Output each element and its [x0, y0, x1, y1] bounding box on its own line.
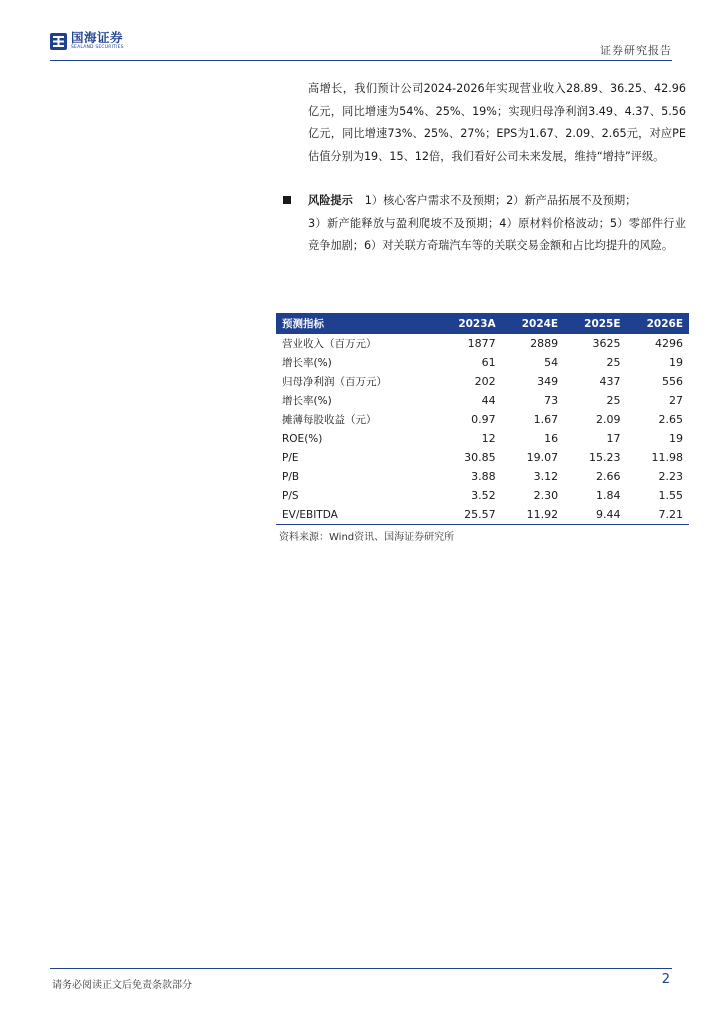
table-row: [276, 410, 689, 429]
table-row: [276, 448, 689, 467]
table-header-cell: 2025E: [584, 317, 621, 330]
table-cell: 3.52: [471, 489, 496, 502]
table-row: [276, 429, 689, 448]
company-logo: [50, 31, 140, 51]
table-header-cell: 2023A: [458, 317, 496, 330]
risk-title: 风险提示: [308, 194, 353, 207]
footer-divider: [50, 968, 672, 969]
table-cell: P/S: [282, 489, 299, 502]
table-cell: 归母净利润（百万元）: [282, 376, 387, 388]
table-cell: 12: [481, 432, 496, 445]
rating-paragraph: 高增长，我们预计公司2024-2026年实现营业收入28.89、36.25、42.96亿元，同比增速为54%、25%、19%；实现归母净利润3.49、4.37、5.56亿元，同比增速73%、25%、27%；EPS为1.67、2.09、2.65元，对应PE估值分别为19、15、12倍，我们看好公司未来发展，维持“增持”评级。: [308, 82, 686, 163]
table-cell: P/B: [282, 470, 300, 483]
table-cell: 3.88: [471, 470, 496, 483]
table-cell: 2889: [530, 337, 559, 350]
table-cell: 556: [662, 375, 683, 388]
table-cell: 202: [474, 375, 496, 388]
table-cell: 摊薄每股收益（元）: [282, 414, 377, 426]
table-cell: 1.67: [533, 413, 559, 426]
table-cell: 4296: [655, 337, 683, 350]
table-header-cell: 2026E: [646, 317, 683, 330]
logo-mark-icon: [50, 33, 67, 50]
forecast-table: [276, 313, 689, 525]
table-cell: 1.55: [658, 489, 683, 502]
table-cell: 3625: [592, 337, 621, 350]
table-cell: 54: [544, 356, 559, 369]
table-cell: 73: [544, 394, 559, 407]
table-cell: 1877: [467, 337, 496, 350]
table-cell: 2.30: [533, 489, 559, 502]
table-cell: 25.57: [438, 505, 502, 525]
table-cell: 17: [606, 432, 621, 445]
table-cell: 19: [669, 432, 683, 445]
logo-en-text: SEALAND SECURITIES: [71, 44, 124, 50]
table-cell: 9.44: [564, 505, 626, 525]
table-cell: 15.23: [589, 451, 621, 464]
table-cell: 19.07: [526, 451, 559, 464]
table-row: [276, 391, 689, 410]
table-cell: 0.97: [471, 413, 496, 426]
table-header-row: [276, 313, 689, 334]
header-divider: [50, 60, 672, 61]
table-cell: 27: [669, 394, 683, 407]
table-cell: 2.09: [596, 413, 621, 426]
table-header-cell: 2024E: [521, 317, 559, 330]
page-number: 2: [661, 972, 670, 987]
page-header: [0, 0, 724, 62]
table-cell: 7.21: [627, 505, 689, 525]
table-row: [276, 505, 689, 525]
logo-cn-text: 国海证券: [71, 30, 124, 45]
table-cell: 11.98: [651, 451, 683, 464]
table-cell: ROE(%): [282, 432, 323, 445]
disclaimer-note: 请务必阅读正文后免责条款部分: [52, 980, 192, 991]
table-cell: 19: [669, 356, 683, 369]
table-cell: 2.66: [596, 470, 621, 483]
risk-text-first: 1）核心客户需求不及预期；2）新产品拓展不及预期；: [364, 194, 637, 207]
table-cell: 16: [544, 432, 559, 445]
table-cell: EV/EBITDA: [276, 505, 438, 525]
square-bullet-icon: [283, 196, 291, 204]
table-cell: 3.12: [533, 470, 559, 483]
table-cell: 2.23: [658, 470, 683, 483]
report-type: 证券研究报告: [600, 44, 672, 57]
table-row: [276, 334, 689, 353]
table-cell: 61: [481, 356, 496, 369]
table-cell: 1.84: [596, 489, 621, 502]
table-cell: P/E: [282, 451, 299, 464]
risk-text-rest: 3）新产能释放与盈利爬坡不及预期；4）原材料价格波动；5）零部件行业竞争加剧；6）对关联方奇瑞汽车等的关联交易金额和占比均提升的风险。: [308, 216, 686, 252]
table-row: [276, 372, 689, 391]
table-cell: 437: [599, 375, 621, 388]
table-cell: 30.85: [464, 451, 496, 464]
table-cell: 增长率(%): [282, 357, 332, 369]
table-cell: 25: [606, 356, 621, 369]
table-cell: 营业收入（百万元）: [282, 338, 377, 350]
table-cell: 349: [537, 375, 559, 388]
table-row: [276, 353, 689, 372]
table-source-note: 资料来源：Wind资讯、国海证券研究所: [279, 532, 455, 543]
table-header-cell: 预测指标: [282, 318, 324, 330]
table-cell: 增长率(%): [282, 395, 332, 407]
table-cell: 25: [606, 394, 621, 407]
table-cell: 44: [481, 394, 496, 407]
risk-paragraph: [283, 190, 686, 258]
table-cell: 11.92: [502, 505, 564, 525]
table-cell: 2.65: [658, 413, 683, 426]
table-row: [276, 486, 689, 505]
table-row: [276, 467, 689, 486]
